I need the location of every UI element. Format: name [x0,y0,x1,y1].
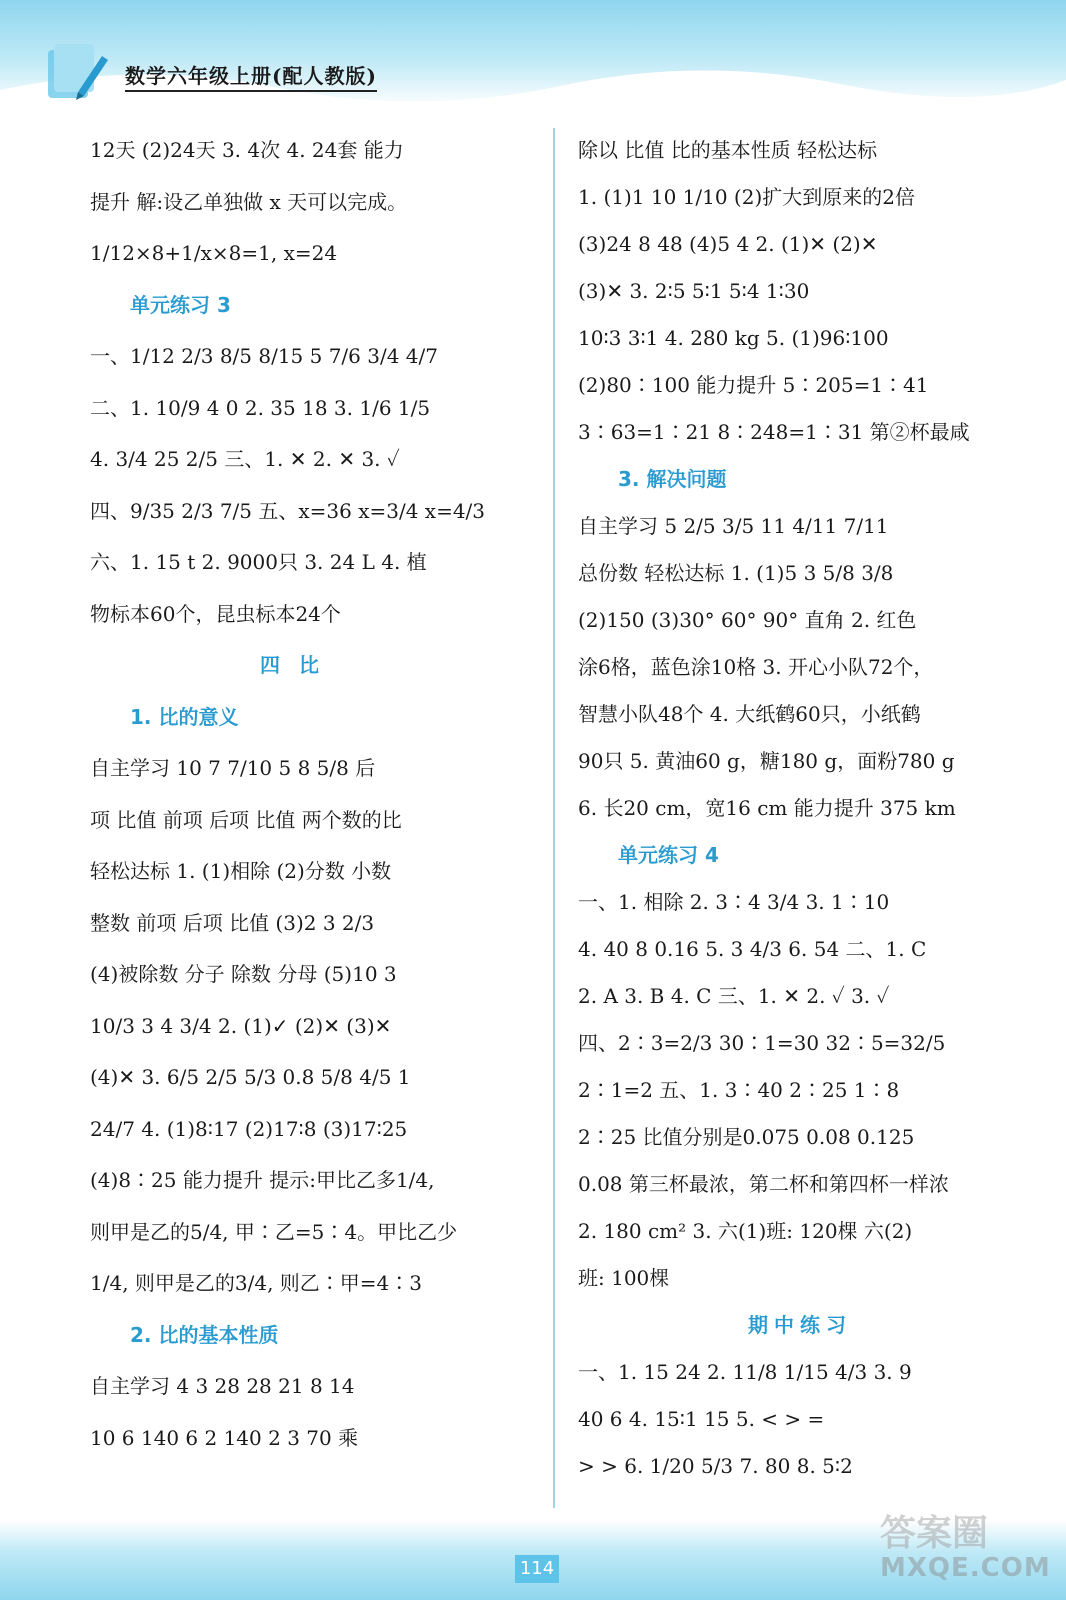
answer-line: 一、1/12 2/3 8/5 8/15 5 7/6 3/4 4/7 [90,344,438,368]
answer-line: 自主学习 5 2/5 3/5 11 4/11 7/11 [578,514,889,538]
answer-line: 则甲是乙的5/4, 甲∶乙=5∶4。甲比乙少 [90,1219,458,1244]
answer-line: (2)80∶100 能力提升 5∶205=1∶41 [578,373,929,397]
answer-line: 40 6 4. 15∶1 15 5. < > = [578,1407,825,1431]
watermark-text: MXQE.COM [880,1553,1051,1583]
answer-line: 24/7 4. (1)8∶17 (2)17∶8 (3)17∶25 [90,1116,408,1141]
answer-line: 10/3 3 4 3/4 2. (1)✓ (2)✕ (3)✕ [90,1013,392,1038]
answer-line: 10 6 140 6 2 140 2 3 70 乘 [90,1425,359,1450]
answer-line: 2∶1=2 五、1. 3∶40 2∶25 1∶8 [578,1078,900,1102]
answer-line: 4. 40 8 0.16 5. 3 4/3 6. 54 二、1. C [578,937,927,961]
answer-line: 2. 180 cm² 3. 六(1)班: 120棵 六(2) [578,1219,913,1243]
watermark-logo [880,1505,1060,1595]
answer-line: 涂6格，蓝色涂10格 3. 开心小队72个， [578,655,934,679]
section-heading: 单元练习 4 [618,843,719,867]
answer-line: 10∶3 3∶1 4. 280 kg 5. (1)96∶100 [578,326,889,350]
answer-line: (2)150 (3)30° 60° 90° 直角 2. 红色 [578,608,917,632]
watermark-top: 答案圈 [880,1513,989,1554]
answer-line: 二、1. 10/9 4 0 2. 35 18 3. 1/6 1/5 [90,395,431,420]
answer-line: 一、1. 相除 2. 3∶4 3/4 3. 1∶10 [578,890,890,914]
answer-line: 自主学习 10 7 7/10 5 8 5/8 后 [90,756,376,780]
answer-line: 除以 比值 比的基本性质 轻松达标 [578,138,878,162]
section-heading: 四 比 [260,653,325,677]
answer-line: 3∶63=1∶21 8∶248=1∶31 第②杯最咸 [578,420,970,444]
answer-line: 一、1. 15 24 2. 11/8 1/15 4/3 3. 9 [578,1360,912,1384]
answer-line: 提升 解:设乙单独做 x 天可以完成。 [90,189,408,214]
answer-line: 项 比值 前项 后项 比值 两个数的比 [90,807,402,832]
answer-line: 6. 长20 cm，宽16 cm 能力提升 375 km [578,796,956,820]
answer-line: (3)✕ 3. 2∶5 5∶1 5∶4 1∶30 [578,279,810,303]
answer-line: 整数 前项 后项 比值 (3)2 3 2/3 [90,910,375,935]
answer-line: 自主学习 4 3 28 28 21 8 14 [90,1374,355,1398]
answer-line: 2. A 3. B 4. C 三、1. ✕ 2. ✓ 3. ✓ [578,984,890,1008]
page-number: 114 [515,1555,559,1583]
section-heading: 1. 比的意义 [130,704,239,729]
answer-line: 0.08 第三杯最浓，第二杯和第四杯一样浓 [578,1172,949,1196]
answer-line: 物标本60个，昆虫标本24个 [90,601,341,626]
book-title: 数学六年级上册(配人教版) [125,60,377,92]
answer-line: > > 6. 1/20 5/3 7. 80 8. 5∶2 [578,1454,853,1478]
answer-line: 智慧小队48个 4. 大纸鹤60只，小纸鹤 [578,702,921,726]
answer-line: 四、2∶3=2/3 30∶1=30 32∶5=32/5 [578,1031,946,1055]
answer-line: 班: 100棵 [578,1266,670,1290]
answer-line: (4)被除数 分子 除数 分母 (5)10 3 [90,962,397,986]
answer-line: (4)8∶25 能力提升 提示:甲比乙多1/4, [90,1168,435,1192]
section-heading: 2. 比的基本性质 [130,1322,279,1347]
answer-line: 1. (1)1 10 1/10 (2)扩大到原来的2倍 [578,185,915,209]
section-heading: 期中练习 [748,1313,852,1337]
section-heading: 3. 解决问题 [618,467,727,491]
answer-line: 总份数 轻松达标 1. (1)5 3 5/8 3/8 [578,561,894,585]
answer-line: 1/12×8+1/x×8=1, x=24 [90,241,338,265]
answer-line: 2∶25 比值分别是0.075 0.08 0.125 [578,1125,915,1149]
section-heading: 单元练习 3 [130,292,231,317]
column-divider [553,128,555,1508]
pencil-logo-icon [40,36,110,106]
answer-line: 90只 5. 黄油60 g，糖180 g，面粉780 g [578,749,955,773]
answer-line: (4)✕ 3. 6/5 2/5 5/3 0.8 5/8 4/5 1 [90,1065,411,1089]
answer-line: 4. 3/4 25 2/5 三、1. ✕ 2. ✕ 3. ✓ [90,447,400,471]
answer-line: 四、9/35 2/3 7/5 五、x=36 x=3/4 x=4/3 [90,498,486,523]
answer-line: 六、1. 15 t 2. 9000只 3. 24 L 4. 植 [90,550,427,574]
answer-line: 1/4, 则甲是乙的3/4, 则乙∶甲=4∶3 [90,1271,423,1295]
answer-line: 轻松达标 1. (1)相除 (2)分数 小数 [90,859,392,883]
answer-line: (3)24 8 48 (4)5 4 2. (1)✕ (2)✕ [578,232,878,256]
answer-line: 12天 (2)24天 3. 4次 4. 24套 能力 [90,138,404,162]
